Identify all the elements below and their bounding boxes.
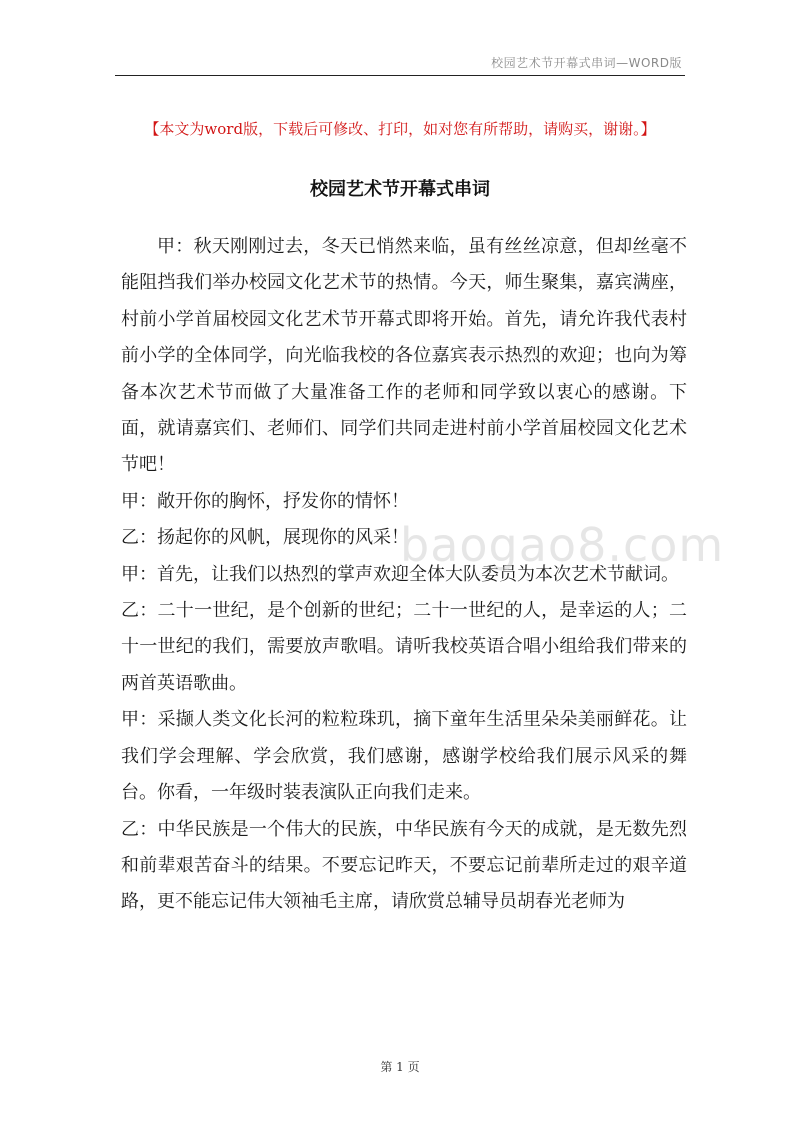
paragraph: 乙：中华民族是一个伟大的民族，中华民族有今天的成就，是无数先烈和前辈艰苦奋斗的结果。不要忘记昨天，不要忘记前辈所走过的艰辛道路，更不能忘记伟大领袖毛主席，请欣赏总辅导员胡春光老师为 (121, 818, 687, 913)
header-divider (115, 75, 685, 76)
paragraph: 甲：采撷人类文化长河的粒粒珠玑，摘下童年生活里朵朵美丽鲜花。让我们学会理解、学会欣赏，我们感谢，感谢学校给我们展示风采的舞台。你看，一年级时装表演队正向我们走来。 (121, 709, 687, 804)
watermark: baogao8.com (400, 518, 725, 572)
paragraph: 乙：扬起你的风帆，展现你的风采！ (121, 527, 409, 549)
running-header-title: 校园艺术节开幕式串词—WORD版 (491, 56, 682, 70)
document-title: 校园艺术节开幕式串词 (310, 179, 490, 200)
paragraph: 甲：首先，让我们以热烈的掌声欢迎全体大队委员为本次艺术节献词。 (121, 563, 679, 585)
document-body (121, 229, 687, 921)
page-number: 第 1 页 (380, 1060, 420, 1074)
paragraph: 甲：敞开你的胸怀，抒发你的情怀！ (121, 490, 409, 512)
paragraph: 乙：二十一世纪，是个创新的世纪；二十一世纪的人，是幸运的人；二十一世纪的我们，需要放声歌唱。请听我校英语合唱小组给我们带来的两首英语歌曲。 (121, 600, 687, 694)
download-notice: 【本文为word版，下载后可修改、打印，如对您有所帮助，请购买，谢谢。】 (144, 120, 656, 138)
paragraph: 甲：秋天刚刚过去，冬天已悄然来临，虽有丝丝凉意，但却丝毫不能阻挡我们举办校园文化艺术节的热情。今天，师生聚集，嘉宾满座，村前小学首届校园文化艺术节开幕式即将开始。首先，请允许我代表村前小学的全体同学，向光临我校的各位嘉宾表示热烈的欢迎；也向为筹备本次艺术节而做了大量准备工作的老师和同学致以衷心的感谢。下面，就请嘉宾们、老师们、同学们共同走进村前小学首届校园文化艺术节吧！ (121, 236, 687, 476)
